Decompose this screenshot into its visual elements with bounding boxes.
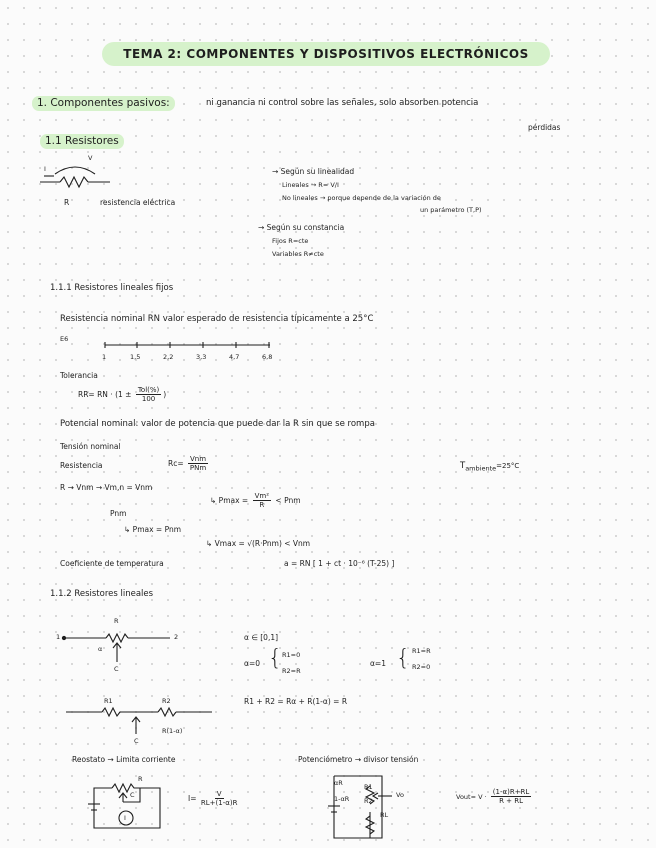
symbol-r-label: R (64, 198, 70, 207)
pot2-r-complement-label: R(1-α) (162, 727, 183, 735)
page-title: TEMA 2: COMPONENTES Y DISPOSITIVOS ELECTRÓNICOS (102, 42, 550, 66)
vmax-formula: ↳ Vmax = √(R·Pnm) < Vnm (206, 539, 311, 548)
section-description: ni ganancia ni control sobre las señales, solo absorben potencia (206, 98, 479, 108)
pot1-terminal-1: 1 (56, 633, 61, 641)
pot2-r2-label: R2 (162, 697, 171, 705)
pt-r1-label: R1 (364, 783, 373, 791)
reostato-r-label: R (138, 775, 143, 783)
pt-one-minus-alpha-r-label: 1-αR (334, 795, 350, 803)
linealidad-item-lineales: Lineales → R= V/I (282, 181, 339, 189)
reostato-c-label: C (130, 791, 135, 799)
resistencia-nominal-line: Resistencia nominal RN valor esperado de resistencia típicamente a 25°C (60, 314, 374, 324)
resistencia-electrica-label: resistencia eléctrica (100, 198, 176, 207)
potentiometer-diagram-1 (60, 618, 180, 668)
pnm-label: Pnm (110, 509, 127, 518)
resistencia-critica-label: Resistencia (60, 461, 103, 470)
tolerancia-formula: RR= RN · (1 ± $\frac{\text{Tol(\%)}}{100}$ ) (78, 386, 167, 404)
reostato-current-label: I (124, 814, 126, 822)
constancia-item-fijos: Fijos R=cte (272, 237, 309, 245)
section-heading-resistores-lineales-fijos: 1.1.1 Resistores lineales fijos (50, 283, 174, 293)
e6-series-scale (100, 340, 280, 354)
pt-alpha-r-label: αR (334, 779, 343, 787)
alpha-zero-label: α=0 (244, 659, 260, 668)
resistance-sum-equation: R1 + R2 = Rα + R(1-α) = R (244, 697, 348, 706)
constancia-heading: → Según su constancia (258, 223, 345, 232)
e6-value: 3,3 (196, 353, 207, 361)
alpha-one-label: α=1 (370, 659, 386, 668)
reostato-circuit-diagram (90, 774, 180, 838)
alpha-zero-brace: { (268, 646, 282, 671)
e6-series-label: E6 (60, 335, 69, 343)
pt-vo-label: Vo (396, 791, 404, 799)
alpha-one-brace: { (396, 646, 410, 671)
constancia-item-variables: Variables R≠cte (272, 250, 324, 258)
e6-value: 4,7 (229, 353, 240, 361)
potenciometro-label: Potenciómetro → divisor tensión (298, 755, 419, 764)
section-heading-componentes-pasivos: 1. Componentes pasivos: (32, 96, 175, 111)
linealidad-item-no-lineales-note: un parámetro (T,P) (420, 206, 482, 214)
e6-value: 2,2 (163, 353, 174, 361)
section-heading-resistores: 1.1 Resistores (40, 134, 124, 149)
pt-r2-label: R2 (364, 797, 373, 805)
resistencia-critica-formula: Rc= $\frac{\text{Vnm}}{\text{PNm}}$ (168, 455, 207, 473)
reostato-current-formula: I= $\frac{V}{RL+(1-\alpha)R}$ (188, 790, 238, 808)
tension-nominal-label: Tensión nominal (60, 442, 121, 451)
pot1-alpha-label: α (98, 645, 103, 653)
alpha-zero-r1: R1=0 (282, 651, 301, 659)
linealidad-heading: → Según su linealidad (272, 167, 355, 176)
e6-value: 1,5 (130, 353, 141, 361)
reostato-label: Reostato → Limita corriente (72, 755, 176, 764)
alpha-zero-r2: R2=R (282, 667, 301, 675)
temperatura-ambiente: $T_{ambiente}=25^\circ C$ (460, 461, 520, 473)
potencial-nominal-line: Potencial nominal: valor de potencia que puede dar la R sin que se rompa (60, 419, 375, 429)
pt-rl-label: RL (380, 811, 389, 819)
coeficiente-temperatura-formula: a = RN [ 1 + ct · 10⁻⁶ (T-25) ] (284, 559, 395, 568)
pot1-c-label: C (114, 665, 119, 673)
pot1-r-label: R (114, 617, 119, 625)
symbol-voltage-label: V (88, 154, 93, 162)
pot2-c-label: C (134, 737, 139, 745)
alpha-one-r1: R1=R (412, 647, 431, 655)
coeficiente-temperatura-label: Coeficiente de temperatura (60, 559, 164, 568)
pot2-r1-label: R1 (104, 697, 113, 705)
alpha-range: α ∈ [0,1] (244, 633, 279, 642)
symbol-current-label: I (44, 165, 46, 173)
section-heading-resistores-lineales: 1.1.2 Resistores lineales (50, 589, 154, 599)
pmax-formula-1: ↳ Pmax = $\frac{\text{Vm²}}{R}$ < Pnm (210, 492, 301, 510)
resistor-symbol-diagram (40, 152, 120, 192)
alpha-one-r2: R2=0 (412, 663, 431, 671)
pot1-terminal-2: 2 (174, 633, 179, 641)
section-description-note: pérdidas (528, 123, 561, 132)
chain-line-1: R → Vnm → Vm,n = Vnm (60, 483, 153, 492)
e6-value: 6,8 (262, 353, 273, 361)
pmax-formula-2: ↳ Pmax = Pnm (124, 525, 182, 534)
linealidad-item-no-lineales: No lineales → porque depende de la variación de (282, 194, 441, 202)
tolerancia-label: Tolerancia (60, 371, 98, 380)
vout-formula: Vout= V · $\frac{(1-\alpha)R+RL}{R + RL}$ (456, 788, 530, 806)
potentiometer-diagram-2 (66, 696, 216, 746)
e6-value: 1 (102, 353, 107, 361)
